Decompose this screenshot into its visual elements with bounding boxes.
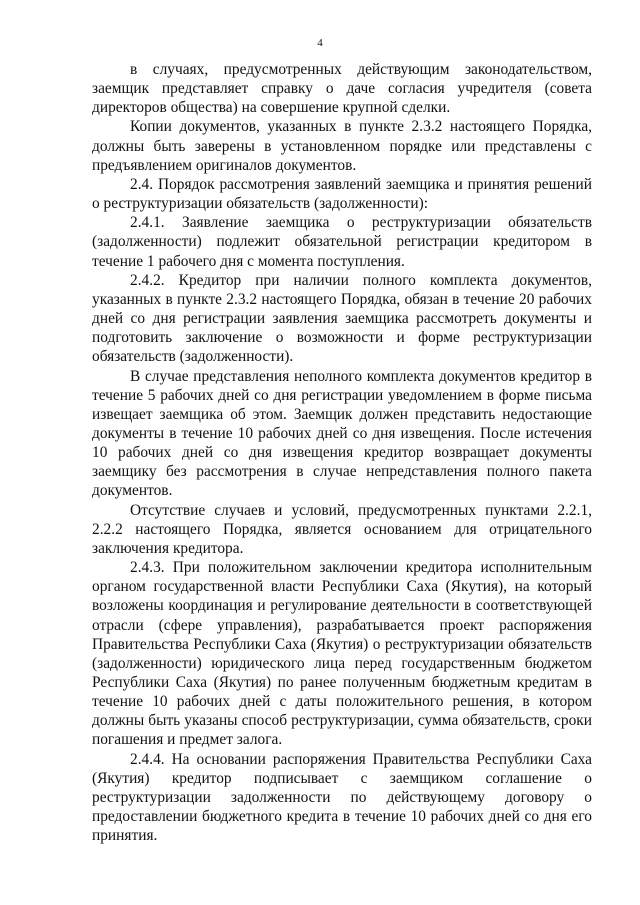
paragraph-6: В случае представления неполного комплекта документов кредитор в течение 5 рабочих дней со дня регистрации уведомлением в форме письма извещает заемщика об этом. Заемщик должен представить недостающие документы в течение 10 рабочих дней со дня извещения. После истечения 10 рабочих дней со дня извещения кредитор возвращает документы заемщику без рассмотрения в случае непредставления полного пакета документов. [92, 367, 592, 500]
paragraph-9: 2.4.4. На основании распоряжения Правительства Республики Саха (Якутия) кредитор подписывает с заемщиком соглашение о реструктуризации задолженности по действующему договору о предоставлении бюджетного кредита в течение 10 рабочих дней со дня его принятия. [92, 750, 592, 845]
paragraph-3: 2.4. Порядок рассмотрения заявлений заемщика и принятия решений о реструктуризации обязательств (задолженности): [92, 175, 592, 213]
paragraph-2: Копии документов, указанных в пункте 2.3.2 настоящего Порядка, должны быть заверены в установленном порядке или представлены с предъявлением оригиналов документов. [92, 118, 592, 174]
document-body [92, 60, 592, 845]
paragraph-4: 2.4.1. Заявление заемщика о реструктуризации обязательств (задолженности) подлежит обязательной регистрации кредитором в течение 1 рабочего дня с момента поступления. [92, 214, 592, 270]
paragraph-1: в случаях, предусмотренных действующим законодательством, заемщик представляет справку о даче согласия учредителя (совета директоров общества) на совершение крупной сделки. [92, 61, 592, 117]
paragraph-7: Отсутствие случаев и условий, предусмотренных пунктами 2.2.1, 2.2.2 настоящего Порядка, является основанием для отрицательного заключения кредитора. [92, 501, 592, 557]
paragraph-5: 2.4.2. Кредитор при наличии полного комплекта документов, указанных в пункте 2.3.2 настоящего Порядка, обязан в течение 20 рабочих дней со дня регистрации заявления заемщика рассмотреть документы и подготовить заключение о возможности и форме реструктуризации обязательств (задолженности). [92, 271, 592, 366]
paragraph-8: 2.4.3. При положительном заключении кредитора исполнительным органом государственной власти Республики Саха (Якутия), на который возложены координация и регулирование деятельности в соответствующей отрасли (сфере управления), разрабатывается проект распоряжения Правительства Республики Саха (Якутия) о реструктуризации обязательств (задолженности) юридического лица перед государственным бюджетом Республики Саха (Якутия) по ранее полученным бюджетным кредитам в течение 10 рабочих дней с даты положительного решения, в котором должны быть указаны способ реструктуризации, сумма обязательств, сроки погашения и предмет залога. [92, 559, 592, 749]
page-number: 4 [317, 37, 323, 49]
